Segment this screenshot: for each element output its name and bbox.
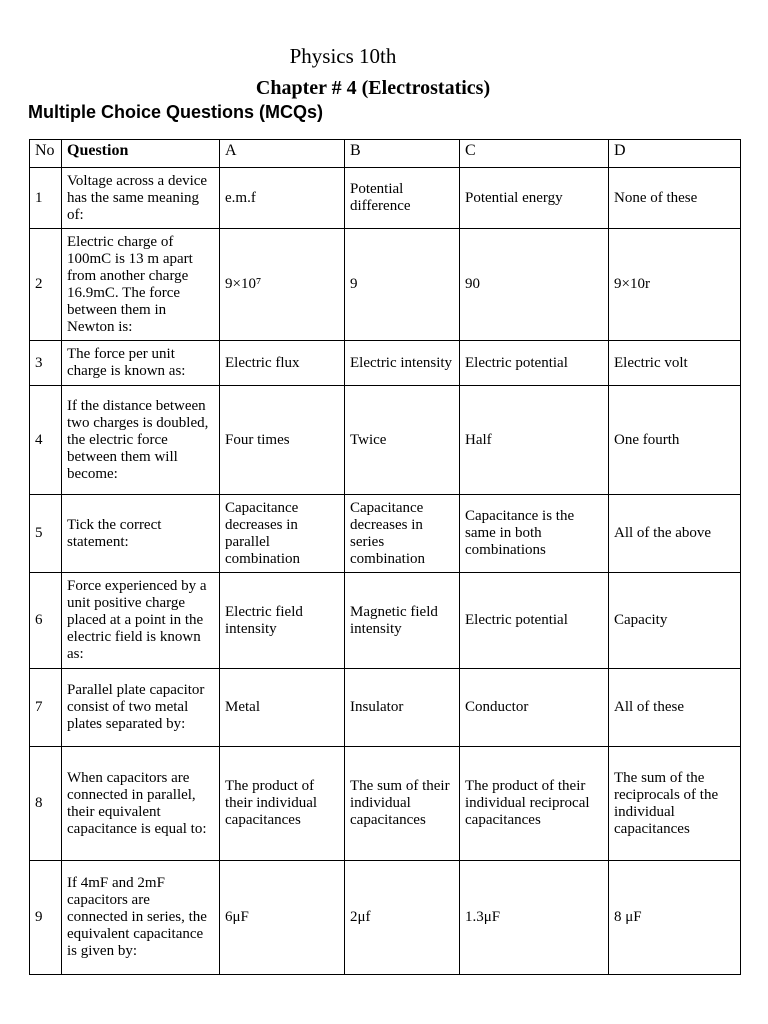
option-d: One fourth xyxy=(609,386,741,495)
option-a: 9×10⁷ xyxy=(220,229,345,341)
question-text: The force per unit charge is known as: xyxy=(62,341,220,386)
option-b: Twice xyxy=(345,386,460,495)
table-row xyxy=(30,229,741,341)
option-d: 8 μF xyxy=(609,861,741,975)
option-b: Capacitance decreases in series combination xyxy=(345,495,460,573)
option-a: Electric field intensity xyxy=(220,573,345,669)
option-b: The sum of their individual capacitances xyxy=(345,747,460,861)
question-text: When capacitors are connected in parallel, their equivalent capacitance is equal to: xyxy=(62,747,220,861)
table-row xyxy=(30,573,741,669)
option-c: The product of their individual reciprocal capacitances xyxy=(460,747,609,861)
column-header-c: C xyxy=(460,140,609,168)
table-row xyxy=(30,168,741,229)
option-c: 90 xyxy=(460,229,609,341)
option-a: Capacitance decreases in parallel combination xyxy=(220,495,345,573)
option-d: None of these xyxy=(609,168,741,229)
question-number: 3 xyxy=(30,341,62,386)
option-b: Insulator xyxy=(345,669,460,747)
option-b: Magnetic field intensity xyxy=(345,573,460,669)
option-a: Electric flux xyxy=(220,341,345,386)
table-row xyxy=(30,495,741,573)
question-number: 7 xyxy=(30,669,62,747)
option-d: All of the above xyxy=(609,495,741,573)
question-number: 4 xyxy=(30,386,62,495)
option-d: Electric volt xyxy=(609,341,741,386)
table-row xyxy=(30,341,741,386)
question-text: If 4mF and 2mF capacitors are connected in series, the equivalent capacitance is given by: xyxy=(62,861,220,975)
option-c: Capacitance is the same in both combinations xyxy=(460,495,609,573)
option-a: The product of their individual capacitances xyxy=(220,747,345,861)
option-c: Half xyxy=(460,386,609,495)
option-c: Electric potential xyxy=(460,573,609,669)
column-header-question: Question xyxy=(62,140,220,168)
question-text: If the distance between two charges is doubled, the electric force between them will become: xyxy=(62,386,220,495)
chapter-heading: Chapter # 4 (Electrostatics) xyxy=(255,77,491,99)
table-row xyxy=(30,669,741,747)
question-text: Voltage across a device has the same meaning of: xyxy=(62,168,220,229)
question-number: 9 xyxy=(30,861,62,975)
option-a: e.m.f xyxy=(220,168,345,229)
table-header-row xyxy=(30,140,741,168)
column-header-a: A xyxy=(220,140,345,168)
table-row xyxy=(30,747,741,861)
option-b: 9 xyxy=(345,229,460,341)
question-number: 8 xyxy=(30,747,62,861)
question-number: 5 xyxy=(30,495,62,573)
option-c: Potential energy xyxy=(460,168,609,229)
option-c: Electric potential xyxy=(460,341,609,386)
question-text: Force experienced by a unit positive charge placed at a point in the electric field is known as: xyxy=(62,573,220,669)
question-text: Tick the correct statement: xyxy=(62,495,220,573)
option-c: 1.3μF xyxy=(460,861,609,975)
question-number: 1 xyxy=(30,168,62,229)
option-c: Conductor xyxy=(460,669,609,747)
option-a: Four times xyxy=(220,386,345,495)
option-b: Electric intensity xyxy=(345,341,460,386)
option-d: The sum of the reciprocals of the individual capacitances xyxy=(609,747,741,861)
question-text: Parallel plate capacitor consist of two metal plates separated by: xyxy=(62,669,220,747)
column-header-d: D xyxy=(609,140,741,168)
option-d: All of these xyxy=(609,669,741,747)
question-number: 2 xyxy=(30,229,62,341)
section-heading: Multiple Choice Questions (MCQs) xyxy=(28,102,324,122)
document-title: Physics 10th xyxy=(289,44,397,68)
table-body xyxy=(30,168,741,975)
table-row xyxy=(30,386,741,495)
option-a: 6μF xyxy=(220,861,345,975)
option-d: Capacity xyxy=(609,573,741,669)
column-header-b: B xyxy=(345,140,460,168)
table-row xyxy=(30,861,741,975)
option-b: 2μf xyxy=(345,861,460,975)
question-number: 6 xyxy=(30,573,62,669)
question-text: Electric charge of 100mC is 13 m apart from another charge 16.9mC. The force between them in Newton is: xyxy=(62,229,220,341)
column-header-no: No xyxy=(30,140,62,168)
option-a: Metal xyxy=(220,669,345,747)
option-d: 9×10r xyxy=(609,229,741,341)
option-b: Potential difference xyxy=(345,168,460,229)
mcq-table xyxy=(29,139,741,975)
